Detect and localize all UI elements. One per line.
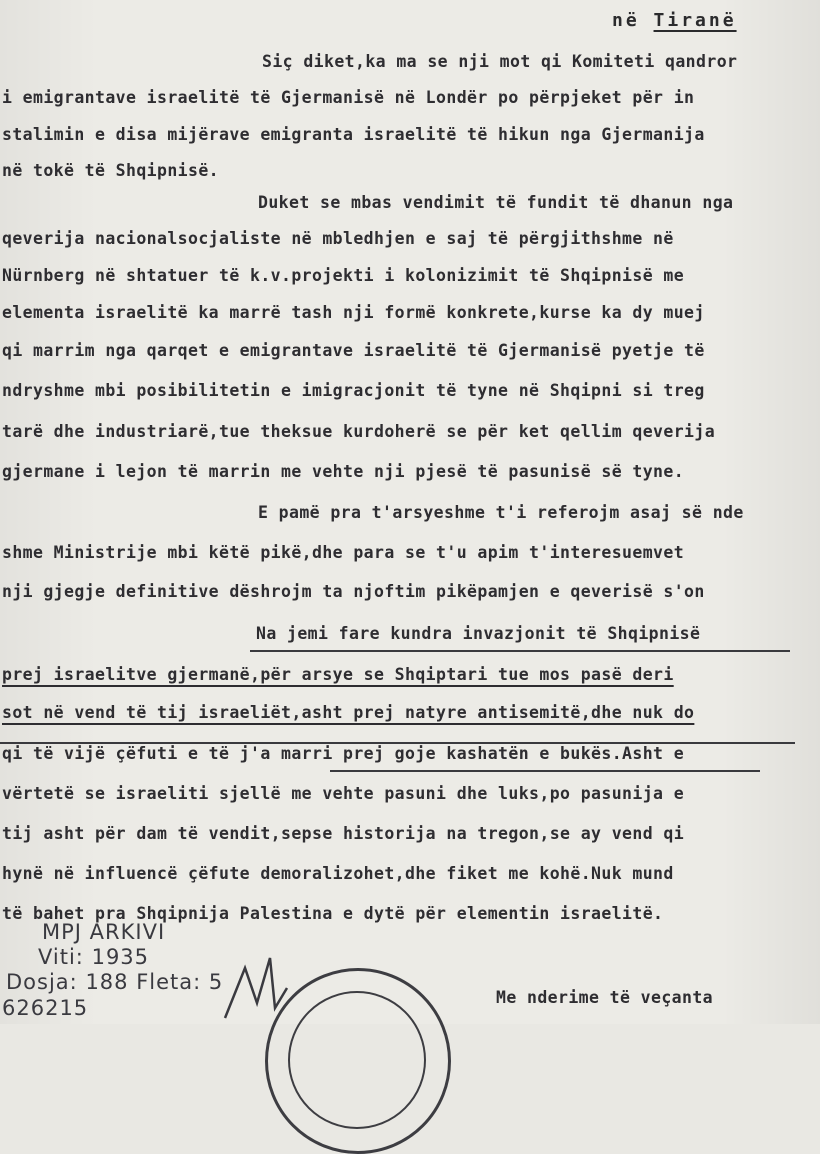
archive-year-value: 1935 [91,945,150,969]
archive-sheet-label: Fleta: [136,970,202,994]
text-line: qi marrim nga qarqet e emigrantave israelitë të Gjermanisë pyetje të [2,341,705,360]
text-line: shme Ministrije mbi këtë pikë,dhe para se t'u apim t'interesuemvet [2,543,685,562]
text-line: Na jemi fare kundra invazjonit të Shqipnisë [256,624,701,643]
archive-number: 626215 [2,996,89,1020]
header-city: Tiranë [653,10,737,31]
text-line: tij asht për dam të vendit,sepse historija na tregon,se ay vend qi [2,824,685,843]
text-line: i emigrantave israelitë të Gjermanisë në Londër po përpjeket për in [2,88,695,107]
header-prefix: në [612,10,640,31]
text-line: prej israelitve gjermanë,për arsye se Shqiptari tue mos pasë deri [2,665,674,684]
ink-underline [0,742,795,744]
header-location [612,10,737,31]
ink-underline [250,650,790,652]
text-line: ndryshme mbi posibilitetin e imigracjonit të tyne në Shqipni si treg [2,381,705,400]
text-line: qeverija nacionalsocjaliste në mbledhjen e saj të përgjithshme në [2,229,674,248]
text-line: stalimin e disa mijërave emigranta israelitë të hikun nga Gjermanija [2,125,705,144]
text-line: tarë dhe industriarë,tue theksue kurdoherë se për ket qellim qeverija [2,422,716,441]
text-line: vërtetë se israeliti sjellë me vehte pasuni dhe luks,po pasunija e [2,784,685,803]
text-line: sot në vend të tij israeliët,asht prej natyre antisemitë,dhe nuk do [2,703,695,722]
text-line: në tokë të Shqipnisë. [2,161,220,180]
text-line: nji gjegje definitive dëshrojm ta njoftim pikëpamjen e qeverisë s'on [2,582,705,601]
text-line: E pamë pra t'arsyeshme t'i referojm asaj së nde [258,503,744,522]
text-line: Siç diket,ka ma se nji mot qi Komiteti qandror [262,52,738,71]
archive-label: MPJ ARKIVI [42,920,166,944]
text-line: hynë në influencë çëfute demoralizohet,dhe fiket me kohë.Nuk mund [2,864,674,883]
round-seal-inner [288,991,426,1129]
archive-year [38,945,149,969]
text-line: Duket se mbas vendimit të fundit të dhanun nga [258,193,734,212]
text-line: të bahet pra Shqipnija Palestina e dytë për elementin israelitë. [2,904,664,923]
text-line: elementa israelitë ka marrë tash nji formë konkrete,kurse ka dy muej [2,303,705,322]
text-line: Nürnberg në shtatuer të k.v.projekti i kolonizimit të Shqipnisë me [2,266,685,285]
archive-file [6,970,223,994]
archive-file-value: 188 [85,970,129,994]
text-line: qi të vijë çëfuti e të j'a marri prej goje kashatën e bukës.Asht e [2,744,685,763]
closing-text: Me nderime të veçanta [496,988,714,1007]
archive-sheet-value: 5 [208,970,224,994]
round-seal [265,968,451,1154]
ink-underline [330,770,760,772]
archive-year-label: Viti: [38,945,84,969]
archive-file-label: Dosja: [6,970,78,994]
text-line: gjermane i lejon të marrin me vehte nji pjesë të pasunisë së tyne. [2,462,685,481]
